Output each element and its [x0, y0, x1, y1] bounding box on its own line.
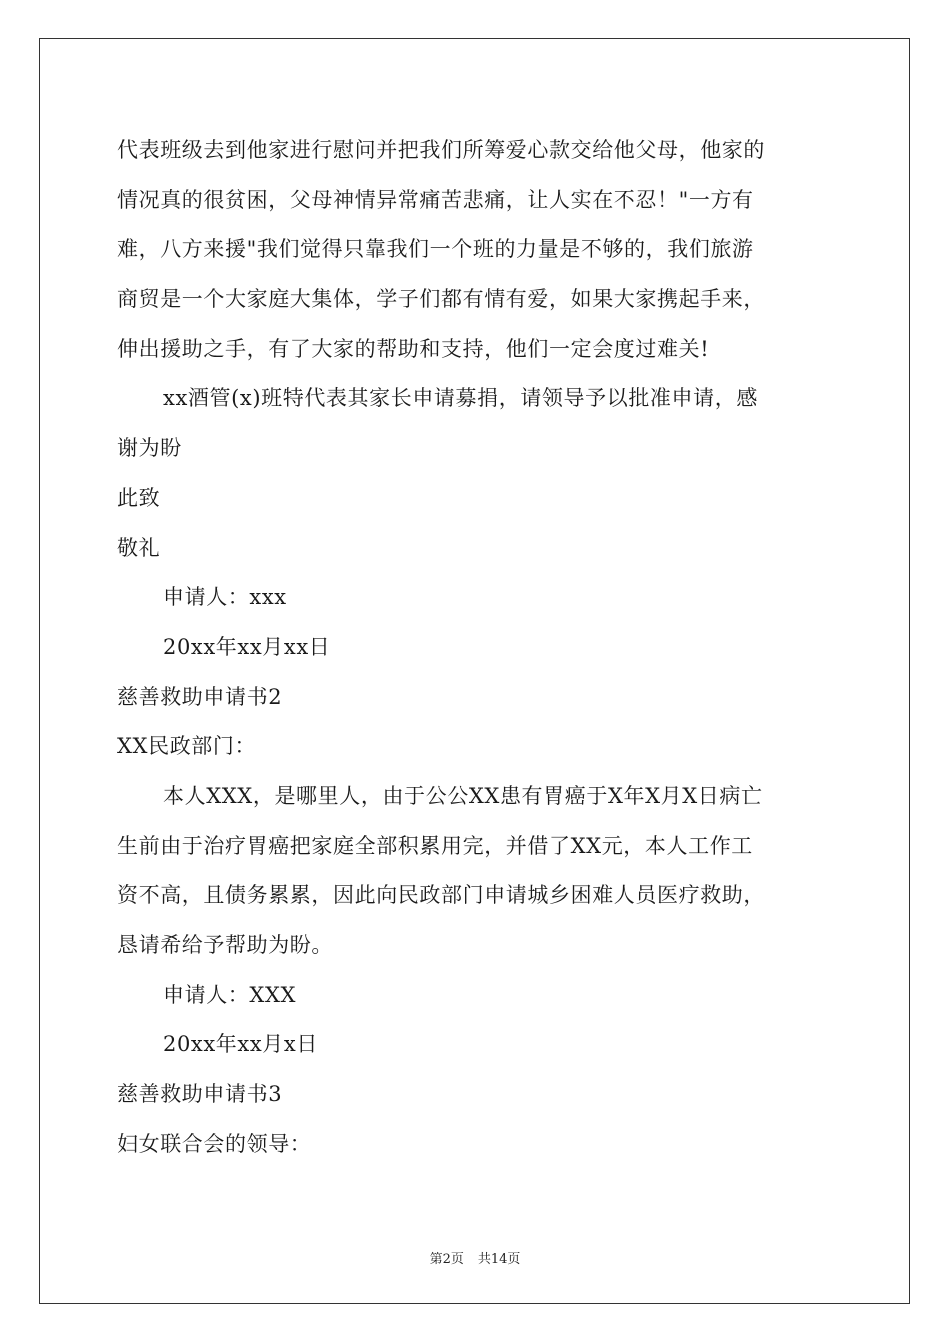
text-line: xx酒管(x)班特代表其家长申请募捐，请领导予以批准申请，感 [163, 386, 758, 411]
text-line: 本人XXX，是哪里人，由于公公XX患有胃癌于X年X月X日病亡 [163, 783, 763, 808]
text-line: 谢为盼 [117, 436, 182, 461]
addressee-line: 妇女联合会的领导： [117, 1131, 312, 1156]
text-line: 代表班级去到他家进行慰问并把我们所筹爱心款交给他父母，他家的 [117, 138, 765, 162]
date-line: 20xx年xx月x日 [163, 1032, 318, 1057]
text-line: 商贸是一个大家庭大集体，学子们都有情有爱，如果大家携起手来， [117, 287, 765, 312]
date-line: 20xx年xx月xx日 [163, 634, 331, 659]
salutation-line: 敬礼 [117, 535, 161, 560]
total-pages: 共14页 [477, 1252, 521, 1267]
applicant-line: 申请人：XXX [163, 982, 297, 1007]
text-line: 资不高，且债务累累，因此向民政部门申请城乡困难人员医疗救助， [117, 883, 765, 908]
text-line: 恳请希给予帮助为盼。 [117, 933, 333, 957]
text-line: 生前由于治疗胃癌把家庭全部积累用完，并借了XX元，本人工作工 [117, 833, 753, 858]
salutation-line: 此致 [117, 485, 161, 510]
section-title: 慈善救助申请书2 [117, 684, 283, 709]
applicant-line: 申请人：xxx [163, 585, 287, 610]
page-footer [0, 1248, 950, 1267]
text-line: 伸出援助之手，有了大家的帮助和支持，他们一定会度过难关! [117, 336, 710, 361]
page-number: 第2页 [429, 1252, 464, 1267]
document-body [117, 126, 837, 1169]
text-line: 情况真的很贫困，父母神情异常痛苦悲痛，让人实在不忍！"一方有 [117, 187, 754, 212]
addressee-line: XX民政部门： [117, 734, 257, 759]
text-line: 难，八方来援"我们觉得只靠我们一个班的力量是不够的，我们旅游 [117, 237, 754, 262]
section-title: 慈善救助申请书3 [117, 1082, 283, 1107]
